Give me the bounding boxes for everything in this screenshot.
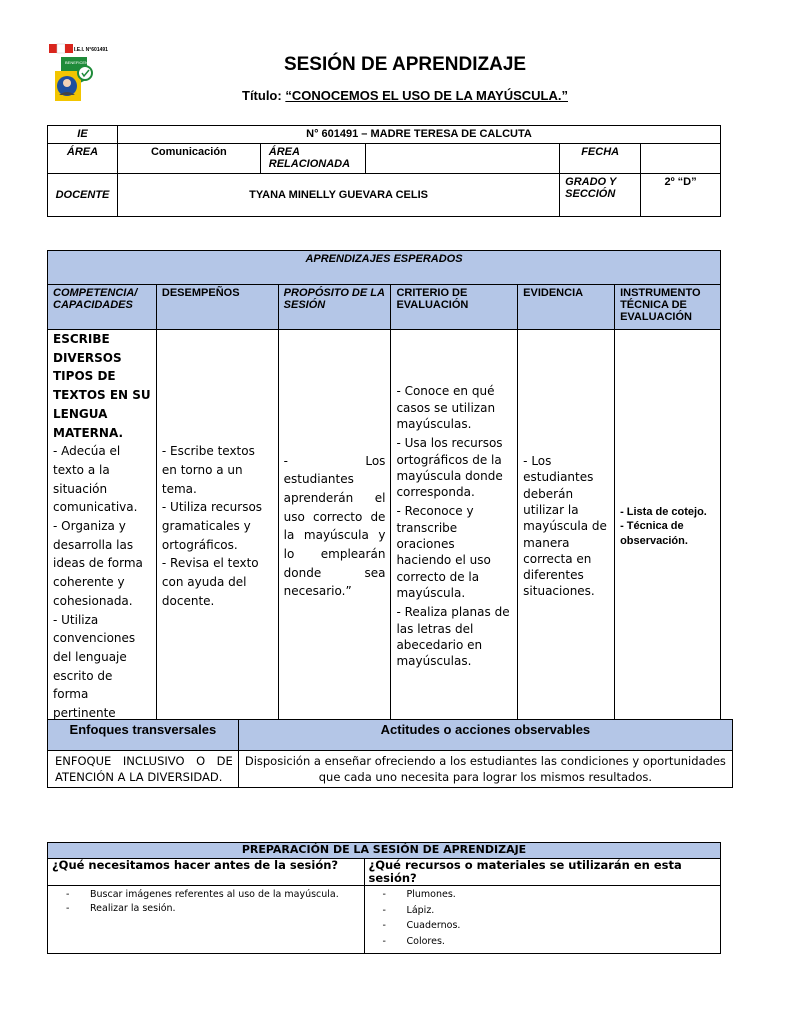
docente-label: DOCENTE (48, 174, 118, 217)
criterio-item: - Usa los recursos ortográficos de la mayúscula donde corresponda. (396, 436, 503, 500)
question-resources: ¿Qué recursos o materiales se utilizarán en esta sesión? (364, 859, 720, 886)
fecha-label: FECHA (560, 144, 641, 174)
subtitle-label: Título: (242, 88, 282, 103)
question-before: ¿Qué necesitamos hacer antes de la sesión? (48, 859, 365, 886)
evidencia-cell (518, 330, 615, 724)
aprendizajes-table (47, 250, 721, 724)
grado-value: 2º “D” (641, 174, 721, 217)
competencia-item: - Adecúa el texto a la situación comunicativa. (53, 444, 138, 515)
header-evidencia: EVIDENCIA (518, 285, 615, 330)
logo-top-text: I.E.I. N°601491 (74, 47, 108, 53)
aprendizajes-title: APRENDIZAJES ESPERADOS (48, 251, 721, 285)
instrumento-item: - Lista de cotejo. (620, 505, 707, 518)
desempeno-item: - Escribe textos en torno a un tema. (161, 444, 255, 496)
area-label: ÁREA (48, 144, 118, 174)
proposito-text: - Los estudiantes aprenderán el uso correcto de la mayúscula y lo emplearán donde sea necesario.” (283, 453, 386, 599)
competencia-item: - Organiza y desarrolla las ideas de forma coherente y cohesionada. (53, 519, 143, 608)
criterio-item: - Reconoce y transcribe oraciones haciendo el uso correcto de la mayúscula. (396, 504, 491, 600)
enfoques-table (47, 719, 733, 788)
competencia-cell (48, 330, 157, 724)
enfoques-header-left: Enfoques transversales (48, 720, 239, 751)
area-related-label: ÁREA RELACIONADA (260, 144, 365, 174)
logo-mid-text: BENEFICENCIA (65, 60, 95, 65)
header-criterio: CRITERIO DE EVALUACIÓN (391, 285, 518, 330)
resources-list-cell (364, 886, 720, 954)
list-item: - Buscar imágenes referentes al uso de la mayúscula. (66, 888, 360, 902)
criterio-cell (391, 330, 518, 724)
enfoque-text (48, 751, 239, 788)
enfoque-value: ENFOQUE INCLUSIVO O DE ATENCIÓN A LA DIVERSIDAD. (55, 754, 233, 784)
subtitle-value: “CONOCEMOS EL USO DE LA MAYÚSCULA.” (285, 88, 568, 103)
area-value: Comunicación (117, 144, 260, 174)
list-item: - Realizar la sesión. (66, 902, 360, 916)
enfoques-header-right: Actitudes o acciones observables (238, 720, 732, 751)
grado-label: GRADO Y SECCIÓN (560, 174, 641, 217)
before-list-cell (48, 886, 365, 954)
instrumento-cell (615, 330, 721, 724)
instrumento-item: - Técnica de observación. (620, 520, 688, 547)
info-table (47, 125, 721, 217)
header-instrumento: INSTRUMENTO TÉCNICA DE EVALUACIÓN (615, 285, 721, 330)
competencia-title: ESCRIBE DIVERSOS TIPOS DE TEXTOS EN SU LENGUA MATERNA. (53, 332, 151, 440)
preparacion-table (47, 842, 721, 954)
competencia-item: - Utiliza convenciones del lenguaje escrito de forma pertinente (53, 612, 136, 721)
ie-label: IE (48, 126, 118, 144)
session-subtitle (0, 88, 810, 103)
desempenos-cell (156, 330, 278, 724)
list-item: - Lápiz. (383, 903, 716, 919)
proposito-cell (278, 330, 391, 724)
fecha-value (641, 144, 721, 174)
area-related-value (365, 144, 559, 174)
actitudes-text: Disposición a enseñar ofreciendo a los estudiantes las condiciones y oportunidades que cada uno necesita para lograr los mismos resultados. (238, 751, 732, 788)
desempeno-item: - Utiliza recursos gramaticales y ortográficos. (161, 500, 263, 552)
criterio-item: - Conoce en qué casos se utilizan mayúsculas. (396, 384, 496, 431)
list-item: - Colores. (383, 934, 716, 950)
resources-list (369, 887, 716, 949)
before-list (52, 888, 360, 916)
evidencia-text: - Los estudiantes deberán utilizar la mayúscula de manera correcta en diferentes situaciones. (523, 454, 607, 599)
header-desempenos: DESEMPEÑOS (156, 285, 278, 330)
ie-value: N° 601491 – MADRE TERESA DE CALCUTA (117, 126, 720, 144)
preparacion-title: PREPARACIÓN DE LA SESIÓN DE APRENDIZAJE (48, 843, 721, 859)
docente-value: TYANA MINELLY GUEVARA CELIS (117, 174, 559, 217)
header-competencia: COMPETENCIA/ CAPACIDADES (48, 285, 157, 330)
desempeno-item: - Revisa el texto con ayuda del docente. (161, 556, 259, 608)
list-item: - Cuadernos. (383, 918, 716, 934)
page-title: SESIÓN DE APRENDIZAJE (283, 54, 527, 75)
list-item: - Plumones. (383, 887, 716, 903)
header-proposito: PROPÓSITO DE LA SESIÓN (278, 285, 391, 330)
criterio-item: - Realiza planas de las letras del abecedario en mayúsculas. (396, 605, 510, 669)
